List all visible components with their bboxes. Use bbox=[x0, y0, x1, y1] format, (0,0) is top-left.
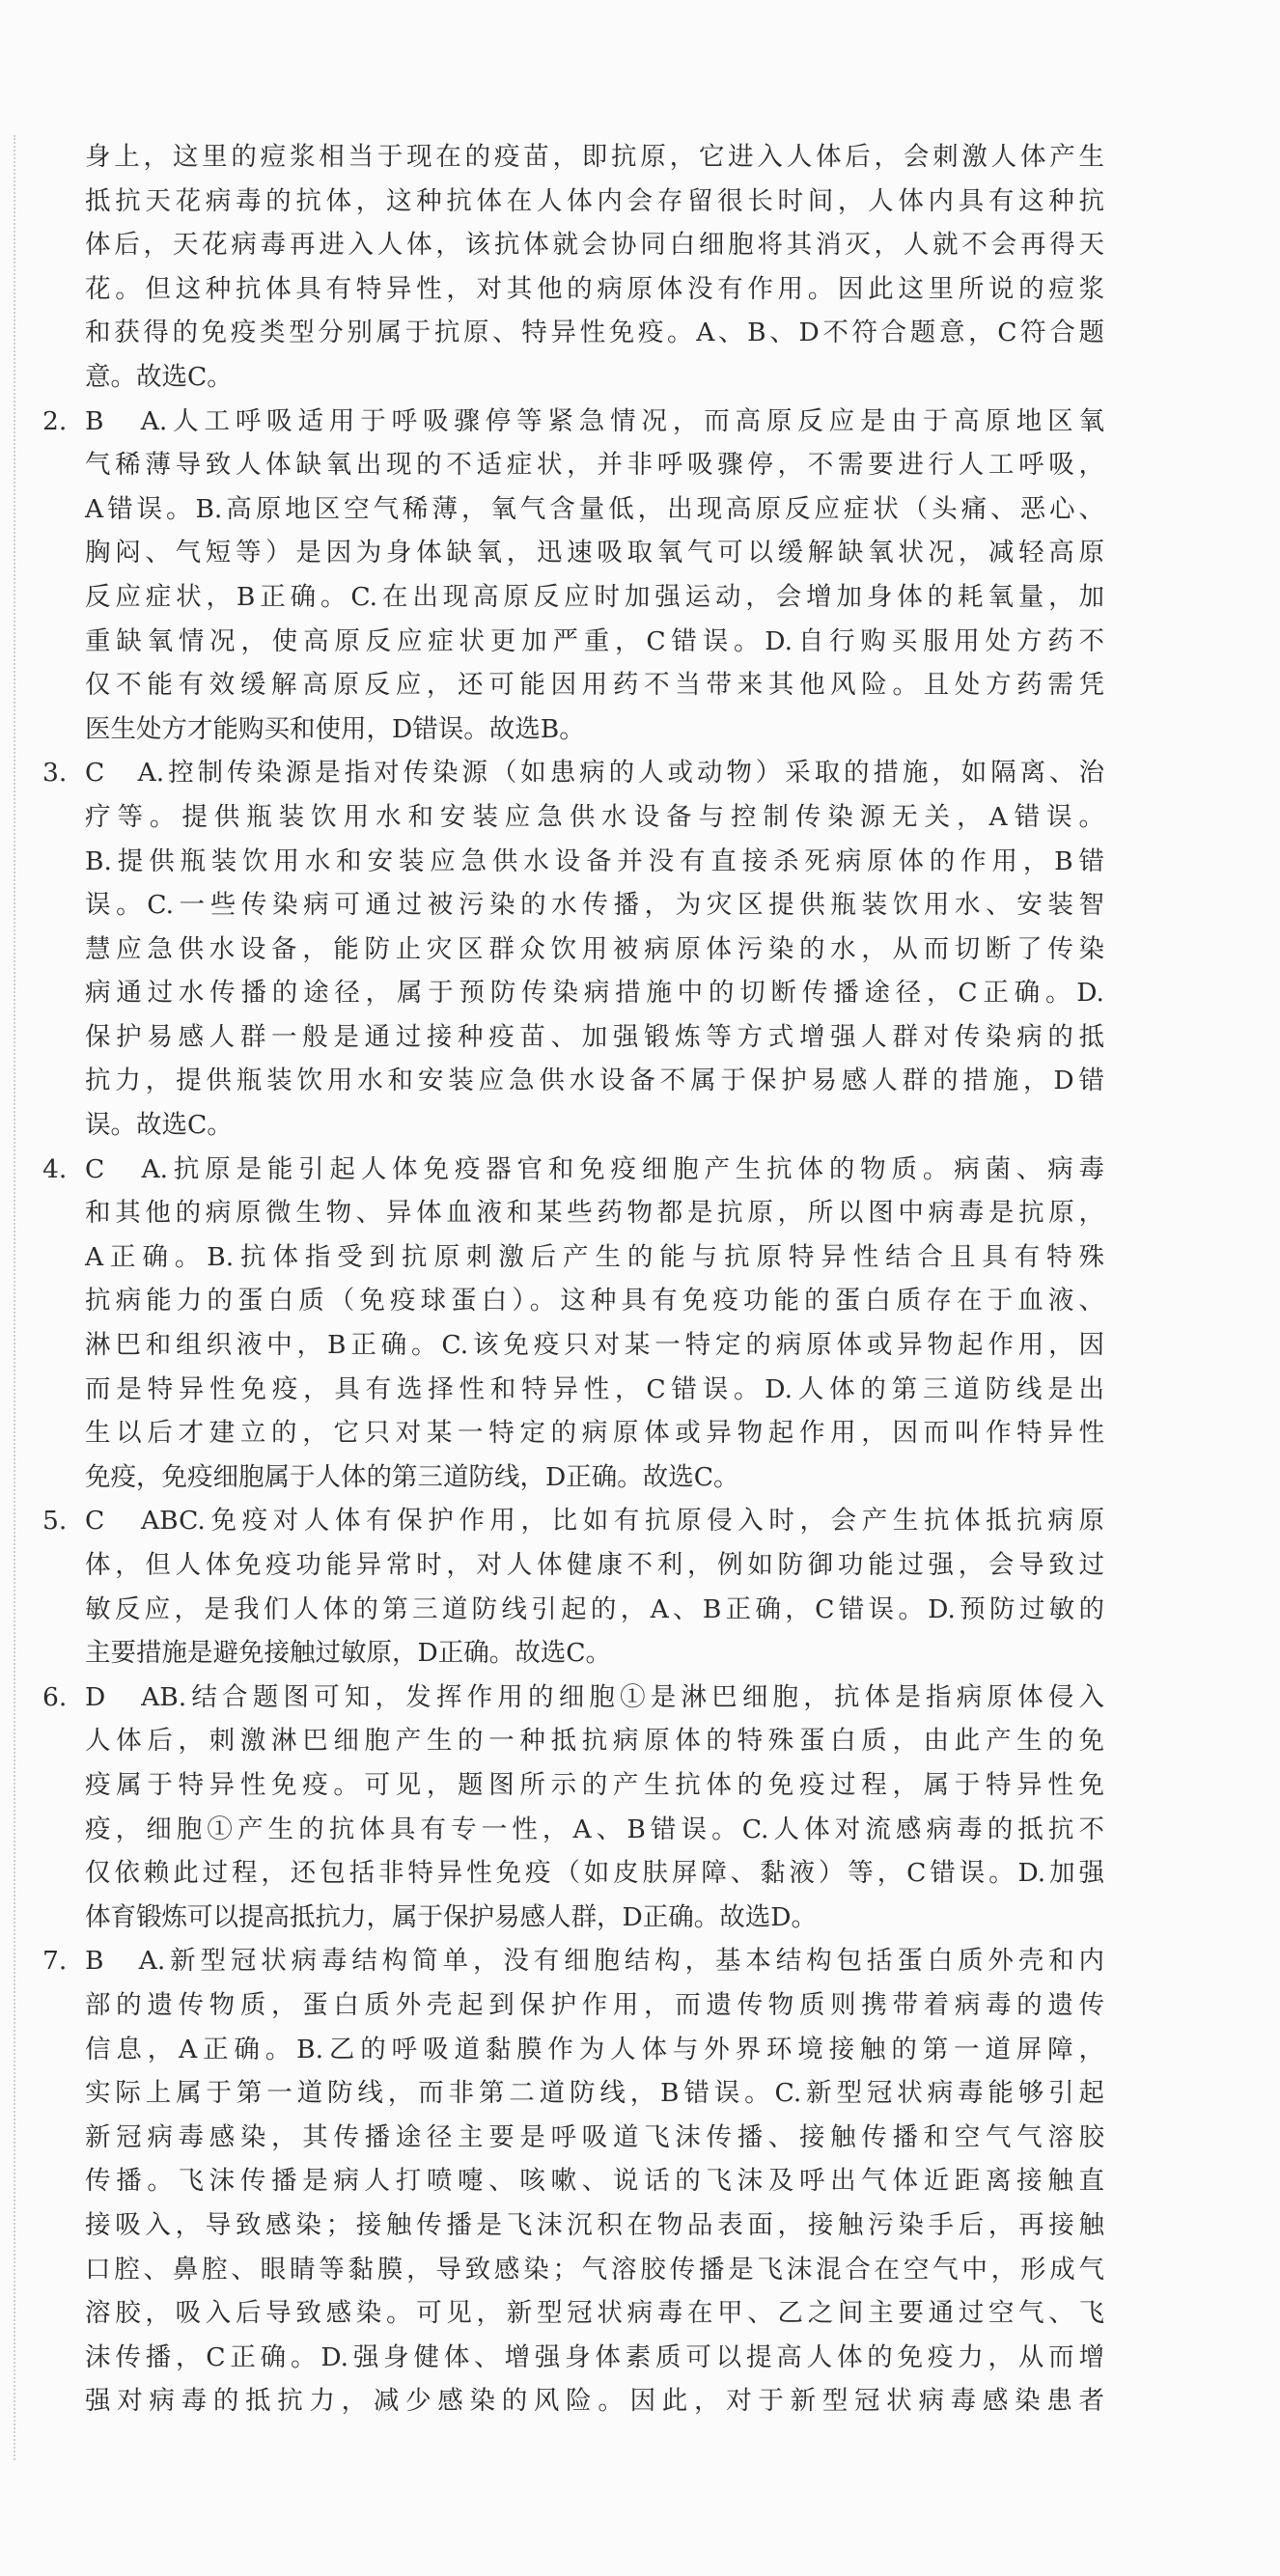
text-line: 疫属于特异性免疫。可见，题图所示的产生抗体的免疫过程，属于特异性免 bbox=[85, 1769, 1104, 1800]
text-line: 体，但人体免疫功能异常时，对人体健康不利，例如防御功能过强，会导致过 bbox=[85, 1550, 1104, 1580]
text-line: A错误。B.高原地区空气稀薄，氧气含量低，出现高原反应症状（头痛、恶心、 bbox=[85, 493, 1104, 524]
text-line: 胸闷、气短等）是因为身体缺氧，迅速吸取氧气可以缓解缺氧状况，减轻高原 bbox=[85, 538, 1104, 568]
text-line: B A.新型冠状病毒结构简单，没有细胞结构，基本结构包括蛋白质外壳和内 bbox=[85, 1946, 1104, 1977]
text-line: B.提供瓶装饮用水和安装应急供水设备并没有直接杀死病原体的作用，B错 bbox=[85, 845, 1104, 876]
text-line: B A.人工呼吸适用于呼吸骤停等紧急情况，而高原反应是由于高原地区氧 bbox=[85, 405, 1104, 436]
text-line: 淋巴和组织液中，B正确。C.该免疫只对某一特定的病原体或异物起作用，因 bbox=[85, 1330, 1104, 1361]
text-line: 敏反应，是我们人体的第三道防线引起的，A、B正确，C错误。D.预防过敏的 bbox=[85, 1593, 1104, 1624]
text-line: 抗力，提供瓶装饮用水和安装应急供水设备不属于保护易感人群的措施，D错 bbox=[85, 1066, 1104, 1096]
item-number: 3. bbox=[42, 758, 68, 789]
text-line: 主要措施是避免接触过敏原，D正确。故选C。 bbox=[85, 1638, 612, 1669]
text-line: 病通过水传播的途径，属于预防传染病措施中的切断传播途径，C正确。D. bbox=[85, 978, 1104, 1009]
text-line: 疫，细胞①产生的抗体具有专一性，A、B错误。C.人体对流感病毒的抵抗不 bbox=[85, 1814, 1104, 1844]
text-line: 沫传播，C正确。D.强身健体、增强身体素质可以提高人体的免疫力，从而增 bbox=[85, 2341, 1104, 2372]
text-line: 生以后才建立的，它只对某一特定的病原体或异物起作用，因而叫作特异性 bbox=[85, 1418, 1104, 1449]
text-line: 保护易感人群一般是通过接种疫苗、加强锻炼等方式增强人群对传染病的抵 bbox=[85, 1021, 1104, 1052]
text-line: 慧应急供水设备，能防止灾区群众饮用被病原体污染的水，从而切断了传染 bbox=[85, 933, 1104, 964]
text-line: 溶胶，吸入后导致感染。可见，新型冠状病毒在甲、乙之间主要通过空气、飞 bbox=[85, 2298, 1104, 2329]
item-number: 6. bbox=[42, 1681, 68, 1712]
text-line: 抗病能力的蛋白质（免疫球蛋白）。这种具有免疫功能的蛋白质存在于血液、 bbox=[85, 1286, 1104, 1316]
text-line: 强对病毒的抵抗力，减少感染的风险。因此，对于新型冠状病毒感染患者 bbox=[85, 2386, 1104, 2417]
answer-item-5 bbox=[42, 1499, 1104, 1675]
text-line: 医生处方才能购买和使用，D错误。故选B。 bbox=[85, 713, 585, 744]
page-margin-line bbox=[14, 135, 15, 2460]
text-line: 新冠病毒感染，其传播途径主要是呼吸道飞沫传播、接触传播和空气气溶胶 bbox=[85, 2121, 1104, 2152]
text-line: 接吸入，导致感染；接触传播是飞沫沉积在物品表面，接触污染手后，再接触 bbox=[85, 2209, 1104, 2240]
text-line: 信息，A正确。B.乙的呼吸道黏膜作为人体与外界环境接触的第一道屏障， bbox=[85, 2034, 1104, 2064]
answer-explanations bbox=[42, 135, 1104, 2424]
item-number: 4. bbox=[42, 1153, 68, 1184]
text-line: C ABC.免疫对人体有保护作用，比如有抗原侵入时，会产生抗体抵抗病原 bbox=[85, 1506, 1104, 1537]
text-line: C A.抗原是能引起人体免疫器官和免疫细胞产生抗体的物质。病菌、病毒 bbox=[85, 1153, 1104, 1184]
text-line: D AB.结合题图可知，发挥作用的细胞①是淋巴细胞，抗体是指病原体侵入 bbox=[85, 1681, 1104, 1712]
answer-item-3 bbox=[42, 751, 1104, 1147]
text-line: 传播。飞沫传播是病人打喷嚏、咳嗽、说话的飞沫及呼出气体近距离接触直 bbox=[85, 2166, 1104, 2197]
item-number: 7. bbox=[42, 1946, 68, 1977]
text-line: 免疫，免疫细胞属于人体的第三道防线，D正确。故选C。 bbox=[85, 1461, 739, 1492]
text-line: 人体后，刺激淋巴细胞产生的一种抵抗病原体的特殊蛋白质，由此产生的免 bbox=[85, 1726, 1104, 1757]
answer-item-4 bbox=[42, 1148, 1104, 1500]
text-line: 误。C.一些传染病可通过被污染的水传播，为灾区提供瓶装饮用水、安装智 bbox=[85, 890, 1104, 921]
text-line: 而是特异性免疫，具有选择性和特异性，C错误。D.人体的第三道防线是出 bbox=[85, 1373, 1104, 1404]
text-line: 部的遗传物质，蛋白质外壳起到保护作用，而遗传物质则携带着病毒的遗传 bbox=[85, 1989, 1104, 2020]
answer-item-6 bbox=[42, 1676, 1104, 1940]
answer-item-2 bbox=[42, 400, 1104, 752]
text-line: 误。故选C。 bbox=[85, 1110, 233, 1141]
text-line: 花。但这种抗体具有特异性，对其他的病原体没有作用。因此这里所说的痘浆 bbox=[85, 273, 1104, 304]
text-line: 口腔、鼻腔、眼睛等黏膜，导致感染；气溶胶传播是飞沫混合在空气中，形成气 bbox=[85, 2254, 1104, 2285]
text-line: 仅依赖此过程，还包括非特异性免疫（如皮肤屏障、黏液）等，C错误。D.加强 bbox=[85, 1858, 1104, 1889]
text-line: A正确。B.抗体指受到抗原刺激后产生的能与抗原特异性结合且具有特殊 bbox=[85, 1241, 1104, 1272]
text-line: 和获得的免疫类型分别属于抗原、特异性免疫。A、B、D不符合题意，C符合题 bbox=[85, 318, 1104, 348]
text-line: 体育锻炼可以提高抵抗力，属于保护易感人群，D正确。故选D。 bbox=[85, 1901, 817, 1932]
text-line: 实际上属于第一道防线，而非第二道防线，B错误。C.新型冠状病毒能够引起 bbox=[85, 2078, 1104, 2109]
item-number: 5. bbox=[42, 1506, 68, 1537]
text-line: 意。故选C。 bbox=[85, 361, 233, 392]
item-number: 2. bbox=[42, 405, 68, 436]
text-line: 抵抗天花病毒的抗体，这种抗体在人体内会存留很长时间，人体内具有这种抗 bbox=[85, 185, 1104, 216]
text-line: 疗等。提供瓶装饮用水和安装应急供水设备与控制传染源无关，A错误。 bbox=[85, 801, 1104, 832]
text-line: C A.控制传染源是指对传染源（如患病的人或动物）采取的措施，如隔离、治 bbox=[85, 758, 1104, 789]
intro-paragraph bbox=[42, 135, 1104, 400]
text-line: 反应症状，B正确。C.在出现高原反应时加强运动，会增加身体的耗氧量，加 bbox=[85, 581, 1104, 612]
text-line: 气稀薄导致人体缺氧出现的不适症状，并非呼吸骤停，不需要进行人工呼吸， bbox=[85, 450, 1104, 481]
text-line: 仅不能有效缓解高原反应，还可能因用药不当带来其他风险。且处方药需凭 bbox=[85, 670, 1104, 701]
text-line: 和其他的病原微生物、异体血液和某些药物都是抗原，所以图中病毒是抗原， bbox=[85, 1198, 1104, 1229]
text-line: 体后，天花病毒再进入人体，该抗体就会协同白细胞将其消灭，人就不会再得天 bbox=[85, 230, 1104, 261]
text-line: 重缺氧情况，使高原反应症状更加严重，C错误。D.自行购买服用处方药不 bbox=[85, 625, 1104, 656]
answer-item-7 bbox=[42, 1939, 1104, 2424]
text-line: 身上，这里的痘浆相当于现在的疫苗，即抗原，它进入人体后，会刺激人体产生 bbox=[85, 142, 1104, 172]
